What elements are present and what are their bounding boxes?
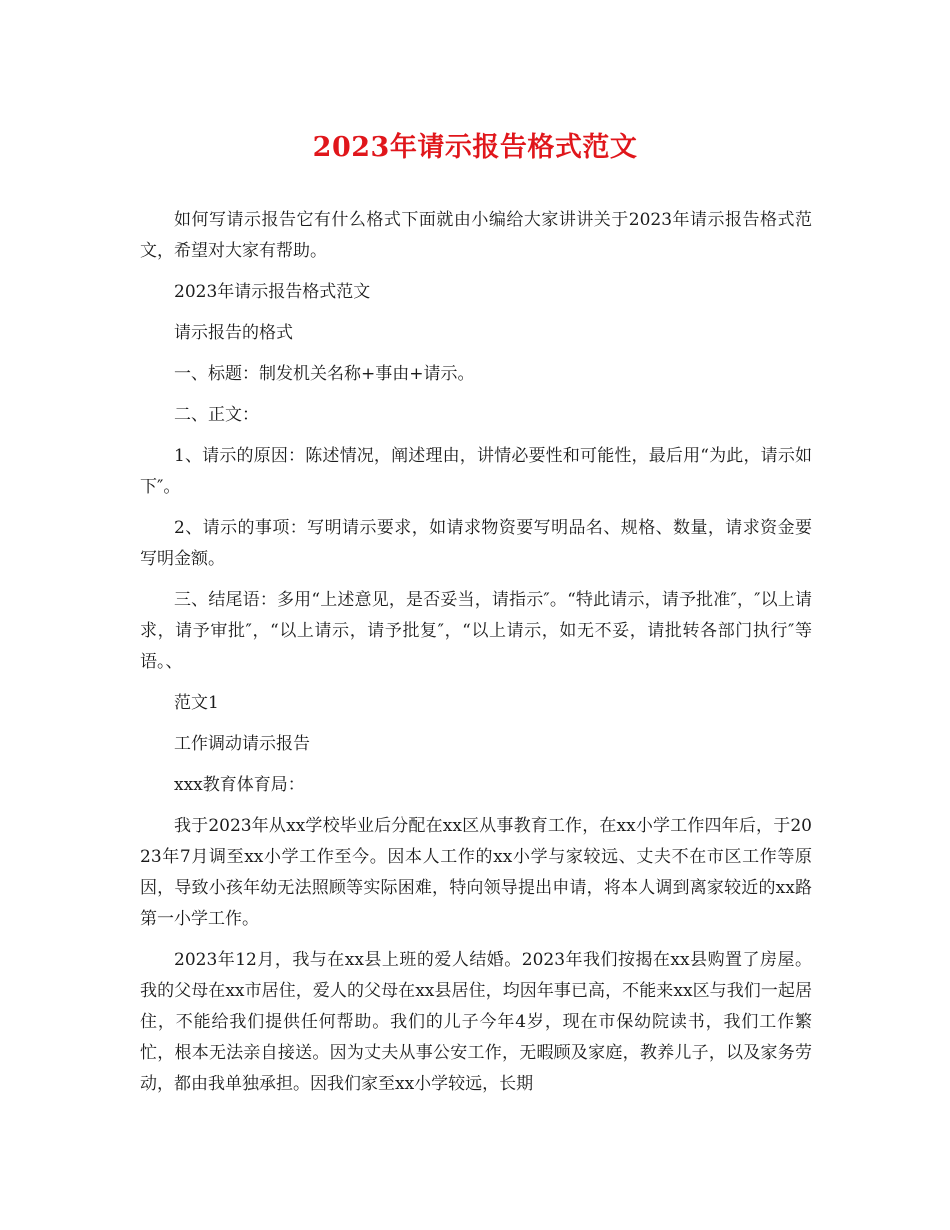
paragraph-body-heading: 二、正文： [174, 405, 259, 425]
paragraph-title-rule: 一、标题：制发机关名称+事由+请示。 [174, 364, 475, 384]
paragraph-letter-1: 我于2023年从xx学校毕业后分配在xx区从事教育工作，在xx小学工作四年后，于2023年7月调至xx小学工作至今。因本人工作的xx小学与家较远、丈夫不在市区工作等原因，导致小孩年幼无法照顾等实际困难，特向领导提出申请，将本人调到离家较近的xx路第一小学工作。 [140, 816, 812, 929]
paragraph-reason: 1、请示的原因：陈述情况，阐述理由，讲情必要性和可能性，最后用“为此，请示如下″。 [140, 446, 812, 497]
document-body [140, 205, 812, 1110]
paragraph-example-label: 范文1 [174, 693, 219, 713]
paragraph-intro: 如何写请示报告它有什么格式下面就由小编给大家讲讲关于2023年请示报告格式范文，希望对大家有帮助。 [140, 210, 812, 261]
paragraph-example-title: 工作调动请示报告 [174, 734, 310, 754]
page-title: 2023年请示报告格式范文 [312, 132, 638, 163]
paragraph-closing: 三、结尾语：多用“上述意见，是否妥当，请指示″。“特此请示，请予批准″，″以上请求，请予审批″，“以上请示，请予批复″，“以上请示，如无不妥，请批转各部门执行″等语。、 [140, 590, 812, 672]
paragraph-letter-2: 2023年12月，我与在xx县上班的爱人结婚。2023年我们按揭在xx县购置了房屋。我的父母在xx市居住，爱人的父母在xx县居住，均因年事已高，不能来xx区与我们一起居住，不能给我们提供任何帮助。我们的儿子今年4岁，现在市保幼院读书，我们工作繁忙，根本无法亲自接送。因为丈夫从事公安工作，无暇顾及家庭，教养儿子，以及家务劳动，都由我单独承担。因我们家至xx小学较远，长期 [140, 950, 812, 1094]
paragraph-matters: 2、请示的事项：写明请示要求，如请求物资要写明品名、规格、数量，请求资金要写明金额。 [140, 518, 812, 569]
paragraph-subtitle: 2023年请示报告格式范文 [174, 282, 371, 302]
paragraph-addressee: xxx教育体育局： [174, 775, 305, 795]
paragraph-format-heading: 请示报告的格式 [174, 323, 293, 343]
